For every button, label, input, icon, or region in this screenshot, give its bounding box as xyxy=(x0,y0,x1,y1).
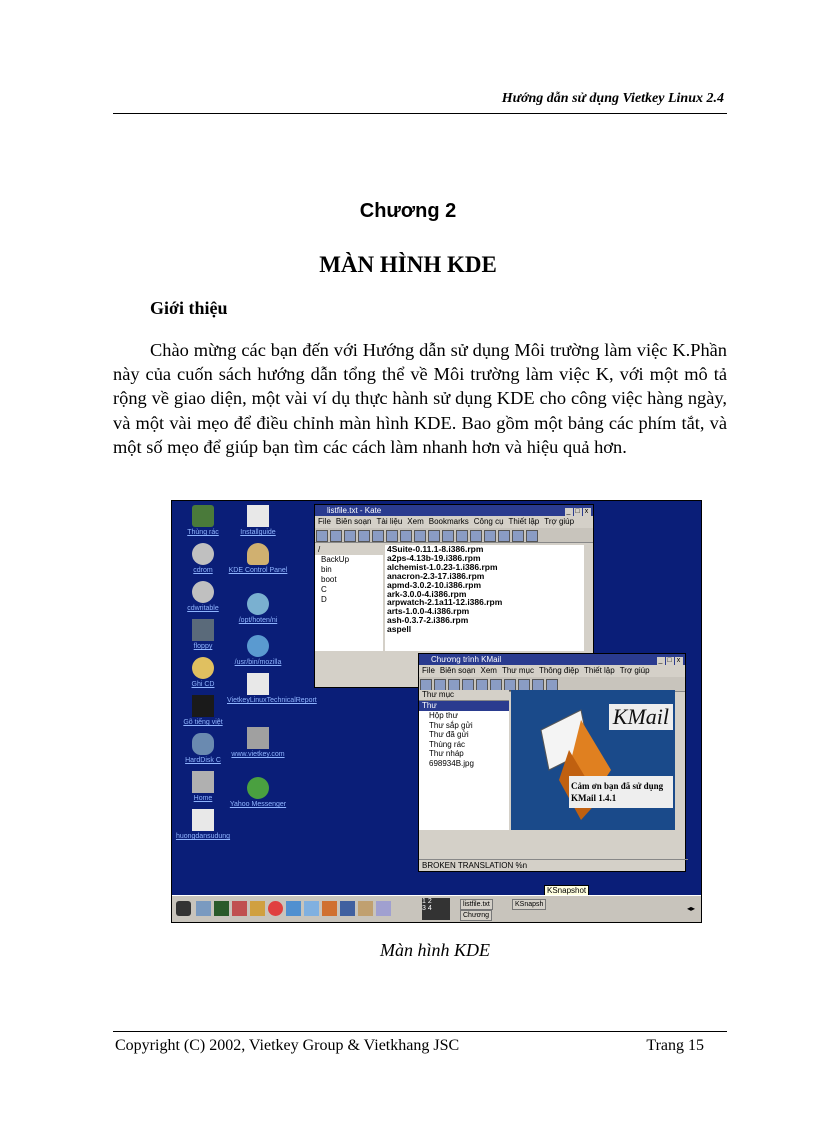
section-heading: Giới thiệu xyxy=(150,298,228,318)
forward-icon[interactable] xyxy=(484,530,496,542)
kmail-titlebar[interactable] xyxy=(419,654,685,665)
desktop-icon-label: Ghi CD xyxy=(191,681,215,688)
desktop-icon-label: /opt/hoten/ni xyxy=(238,617,278,624)
document-icon[interactable] xyxy=(376,901,391,916)
desktop-icon-label: HardDisk C xyxy=(185,757,221,764)
pager-desktop[interactable]: 1 xyxy=(422,898,426,905)
lifebuoy-icon[interactable] xyxy=(268,901,283,916)
desktop-icon-label: Home xyxy=(193,795,213,802)
desktop-icon-label: VietkeyLinuxTechnicalReport xyxy=(227,697,317,704)
menu-view[interactable]: Xem xyxy=(480,666,497,675)
footer-copyright: Copyright (C) 2002, Vietkey Group & Vietkhang JSC xyxy=(115,1037,460,1054)
folder-item[interactable]: 698934B.jpg xyxy=(429,758,474,768)
save-icon[interactable] xyxy=(344,530,356,542)
page-number: Trang 15 xyxy=(646,1037,704,1054)
tools-icon xyxy=(247,727,269,749)
folder-item[interactable]: Thùng rác xyxy=(429,739,466,749)
mail-icon[interactable] xyxy=(340,901,355,916)
folder-root[interactable]: Thư xyxy=(419,701,509,711)
split-icon[interactable] xyxy=(498,530,510,542)
desktop-icon-label: Yahoo Messenger xyxy=(229,801,287,808)
users-icon xyxy=(247,635,269,657)
browser-icon[interactable] xyxy=(286,901,301,916)
menu-settings[interactable]: Thiết lập xyxy=(508,517,540,526)
menu-view[interactable]: Xem xyxy=(407,517,424,526)
kde-screenshot xyxy=(171,500,702,923)
minimize-icon[interactable]: _ xyxy=(566,508,572,515)
panel-scroll-icon[interactable]: ◂▸ xyxy=(686,904,695,913)
back-icon[interactable] xyxy=(470,530,482,542)
close-icon[interactable]: x xyxy=(676,657,682,664)
folder-item[interactable]: BackUp xyxy=(321,555,350,564)
folder-item[interactable]: Thư đã gửi xyxy=(429,730,469,739)
cdrom-icon xyxy=(192,543,214,565)
cut-icon[interactable] xyxy=(414,530,426,542)
page-title: MÀN HÌNH KDE xyxy=(319,252,497,277)
undo-icon[interactable] xyxy=(386,530,398,542)
desktop-icon-installguide[interactable] xyxy=(227,505,289,537)
header-rule xyxy=(113,113,727,114)
close-doc-icon[interactable] xyxy=(526,530,538,542)
folder-item[interactable]: D xyxy=(321,595,327,604)
kate-titlebar[interactable] xyxy=(315,505,593,516)
editor-icon[interactable] xyxy=(358,901,373,916)
kmail-menubar xyxy=(419,665,685,677)
pager-desktop[interactable]: 2 xyxy=(427,898,432,905)
redo-icon[interactable] xyxy=(400,530,412,542)
document-icon xyxy=(192,809,214,831)
desktop-icon-floppy[interactable] xyxy=(172,619,234,651)
taskbar-item[interactable]: listfile.txt xyxy=(460,899,493,910)
home-icon[interactable] xyxy=(250,901,265,916)
desktop-icon-home[interactable] xyxy=(172,771,234,803)
kate-title: listfile.txt - Kate xyxy=(327,506,382,515)
figure-caption: Màn hình KDE xyxy=(380,940,490,960)
editor-line: ark-3.0.0-4.i386.rpm xyxy=(387,588,467,599)
desktop-icon-label: cdrom xyxy=(193,567,213,574)
kmail-welcome-view xyxy=(511,690,675,830)
taskbar-item[interactable]: Chương xyxy=(460,910,492,921)
pager-desktop[interactable]: 3 xyxy=(422,905,426,912)
folder-item[interactable]: boot xyxy=(321,575,337,584)
editor-line: anacron-2.3-17.i386.rpm xyxy=(387,570,485,581)
folder-column-header[interactable]: Thư mục xyxy=(419,690,509,701)
new-icon[interactable] xyxy=(316,530,328,542)
desktop-icon-label: floppy xyxy=(193,643,213,650)
desktop-icon-label: KDE Control Panel xyxy=(228,567,288,574)
desktop-icon-vietkey[interactable] xyxy=(172,695,234,727)
desktop-icon-yahoo[interactable] xyxy=(227,777,289,809)
burn-cd-icon xyxy=(192,657,214,679)
paste-icon[interactable] xyxy=(442,530,454,542)
copy-icon[interactable] xyxy=(428,530,440,542)
desktop-icon-burn-cd[interactable] xyxy=(172,657,234,689)
trash-icon xyxy=(192,505,214,527)
editor-line: aspell xyxy=(387,624,412,635)
desktop-icon-label: Gõ tiếng việt xyxy=(183,719,223,726)
kate-editor[interactable] xyxy=(385,545,584,651)
kmail-welcome-text: Cảm ơn bạn đã sử dụng KMail 1.4.1 xyxy=(569,776,673,808)
kate-filesystem-browser[interactable] xyxy=(315,545,383,651)
search-icon[interactable] xyxy=(304,901,319,916)
desktop-icon-cdrom[interactable] xyxy=(172,543,234,575)
menu-file[interactable]: File xyxy=(318,517,331,526)
print-icon[interactable] xyxy=(372,530,384,542)
editor-line: 4Suite-0.11.1-8.i386.rpm xyxy=(387,545,484,554)
menu-document[interactable]: Tài liệu xyxy=(376,517,403,526)
desktop-icon-mozilla[interactable] xyxy=(227,635,289,667)
folder-item[interactable]: Hộp thư xyxy=(429,711,458,720)
search-icon xyxy=(247,593,269,615)
menu-edit[interactable]: Biên soạn xyxy=(439,666,476,675)
window-buttons[interactable] xyxy=(656,655,683,666)
editor-line: arpwatch-2.1a11-12.i386.rpm xyxy=(387,597,503,608)
document-icon xyxy=(247,505,269,527)
kate-toolbar xyxy=(315,528,593,543)
header-title: Hướng dẫn sử dụng Vietkey Linux 2.4 xyxy=(501,91,724,106)
yahoo-messenger-icon xyxy=(247,777,269,799)
maximize-icon[interactable]: □ xyxy=(667,657,673,664)
split-h-icon[interactable] xyxy=(512,530,524,542)
menu-help[interactable]: Trợ giúp xyxy=(544,517,575,526)
desktop-icon-control-panel[interactable] xyxy=(227,543,289,575)
control-panel-icon xyxy=(247,543,269,565)
reload-icon[interactable] xyxy=(358,530,370,542)
kde-panel xyxy=(172,895,701,922)
desktop-icon-label: www.vietkey.com xyxy=(231,751,285,758)
desktop-icon-report[interactable] xyxy=(227,673,317,705)
kmail-brand: KMail xyxy=(609,704,673,730)
k-menu-icon[interactable] xyxy=(176,901,191,916)
desktop-icon-label: Installguide xyxy=(240,529,276,536)
desktop-icon-cdwritable[interactable] xyxy=(172,581,234,613)
folder-item[interactable]: bin xyxy=(321,565,332,574)
desktop-icon-harddisk[interactable] xyxy=(172,733,234,765)
desktop-icon-guide[interactable] xyxy=(172,809,234,841)
office-icon[interactable] xyxy=(322,901,337,916)
document-icon xyxy=(247,673,269,695)
find-icon[interactable] xyxy=(456,530,468,542)
pager-desktop[interactable]: 4 xyxy=(427,905,432,912)
menu-tools[interactable]: Công cụ xyxy=(473,517,504,526)
menu-message[interactable]: Thông điệp xyxy=(538,666,579,675)
desktop-icon-label: /usr/bin/mozilla xyxy=(234,659,282,666)
folder-path[interactable]: / xyxy=(315,545,383,555)
close-icon[interactable]: x xyxy=(584,508,590,515)
menu-settings[interactable]: Thiết lập xyxy=(584,666,615,675)
vietkey-icon xyxy=(192,695,214,717)
cdwriter-icon xyxy=(192,581,214,603)
desktop-icon-label: Thùng rác xyxy=(187,529,219,536)
kmail-window[interactable] xyxy=(418,653,686,872)
menu-folder[interactable]: Thư mục xyxy=(501,666,534,675)
maximize-icon[interactable]: □ xyxy=(575,508,581,515)
desktop-icon-opt[interactable] xyxy=(227,593,289,625)
terminal-icon[interactable] xyxy=(214,901,229,916)
kmail-statusbar: BROKEN TRANSLATION %n xyxy=(419,859,688,871)
chapter-heading: Chương 2 xyxy=(359,200,457,222)
home-icon xyxy=(192,771,214,793)
kmail-title: Chương trình KMail xyxy=(431,655,502,664)
open-icon[interactable] xyxy=(330,530,342,542)
kmail-folder-tree[interactable] xyxy=(419,690,509,830)
desktop-icon-label: cdwritable xyxy=(187,605,219,612)
editor-line: apmd-3.0.2-10.i386.rpm xyxy=(387,579,482,590)
intro-paragraph: Chào mừng các bạn đến với Hướng dẫn sử dụng Môi trường làm việc K.Phần này của cuốn sách hướng dẫn tổng thể về Môi trường làm việc K, với một mô tả rộng về giao diện, một vài ví dụ thực hành sử dụng KDE cho công việc hàng ngày, và một vài mẹo để điều chỉnh màn hình KDE. Bao gồm một bảng các phím tắt, và một số mẹo để giúp bạn tìm các cách làm nhanh hơn và hiệu quả hơn. xyxy=(113,340,727,457)
harddisk-icon xyxy=(192,733,214,755)
menu-edit[interactable]: Biên soạn xyxy=(335,517,372,526)
desktop-icon-trash[interactable] xyxy=(172,505,234,537)
folder-item[interactable]: Thư sắp gửi xyxy=(429,720,473,730)
menu-file[interactable]: File xyxy=(422,666,435,675)
desktop-icon-vietkey-com[interactable] xyxy=(227,727,289,759)
minimize-icon[interactable]: _ xyxy=(658,657,664,664)
ksnapshot-tooltip: KSnapshot xyxy=(544,885,589,896)
footer-rule xyxy=(113,1031,727,1032)
desktop-pager[interactable] xyxy=(422,898,450,920)
editor-line: ash-0.3.7-2.i386.rpm xyxy=(387,615,469,626)
editor-line: arts-1.0.0-4.i386.rpm xyxy=(387,606,470,617)
editor-line: alchemist-1.0.23-1.i386.rpm xyxy=(387,561,498,572)
editor-line: a2ps-4.13b-19.i386.rpm xyxy=(387,552,481,563)
menu-help[interactable]: Trợ giúp xyxy=(619,666,650,675)
kate-menubar xyxy=(315,516,593,528)
window-buttons[interactable] xyxy=(564,506,591,517)
folder-item[interactable]: Thư nháp xyxy=(429,749,464,758)
floppy-icon xyxy=(192,619,214,641)
taskbar-item[interactable]: KSnapsh xyxy=(512,899,546,910)
desktop-icon-label: huongdansudung xyxy=(175,833,231,840)
app-launcher-icon[interactable] xyxy=(196,901,211,916)
folder-item[interactable]: C xyxy=(321,585,327,594)
help-icon[interactable] xyxy=(232,901,247,916)
menu-bookmarks[interactable]: Bookmarks xyxy=(428,517,469,526)
